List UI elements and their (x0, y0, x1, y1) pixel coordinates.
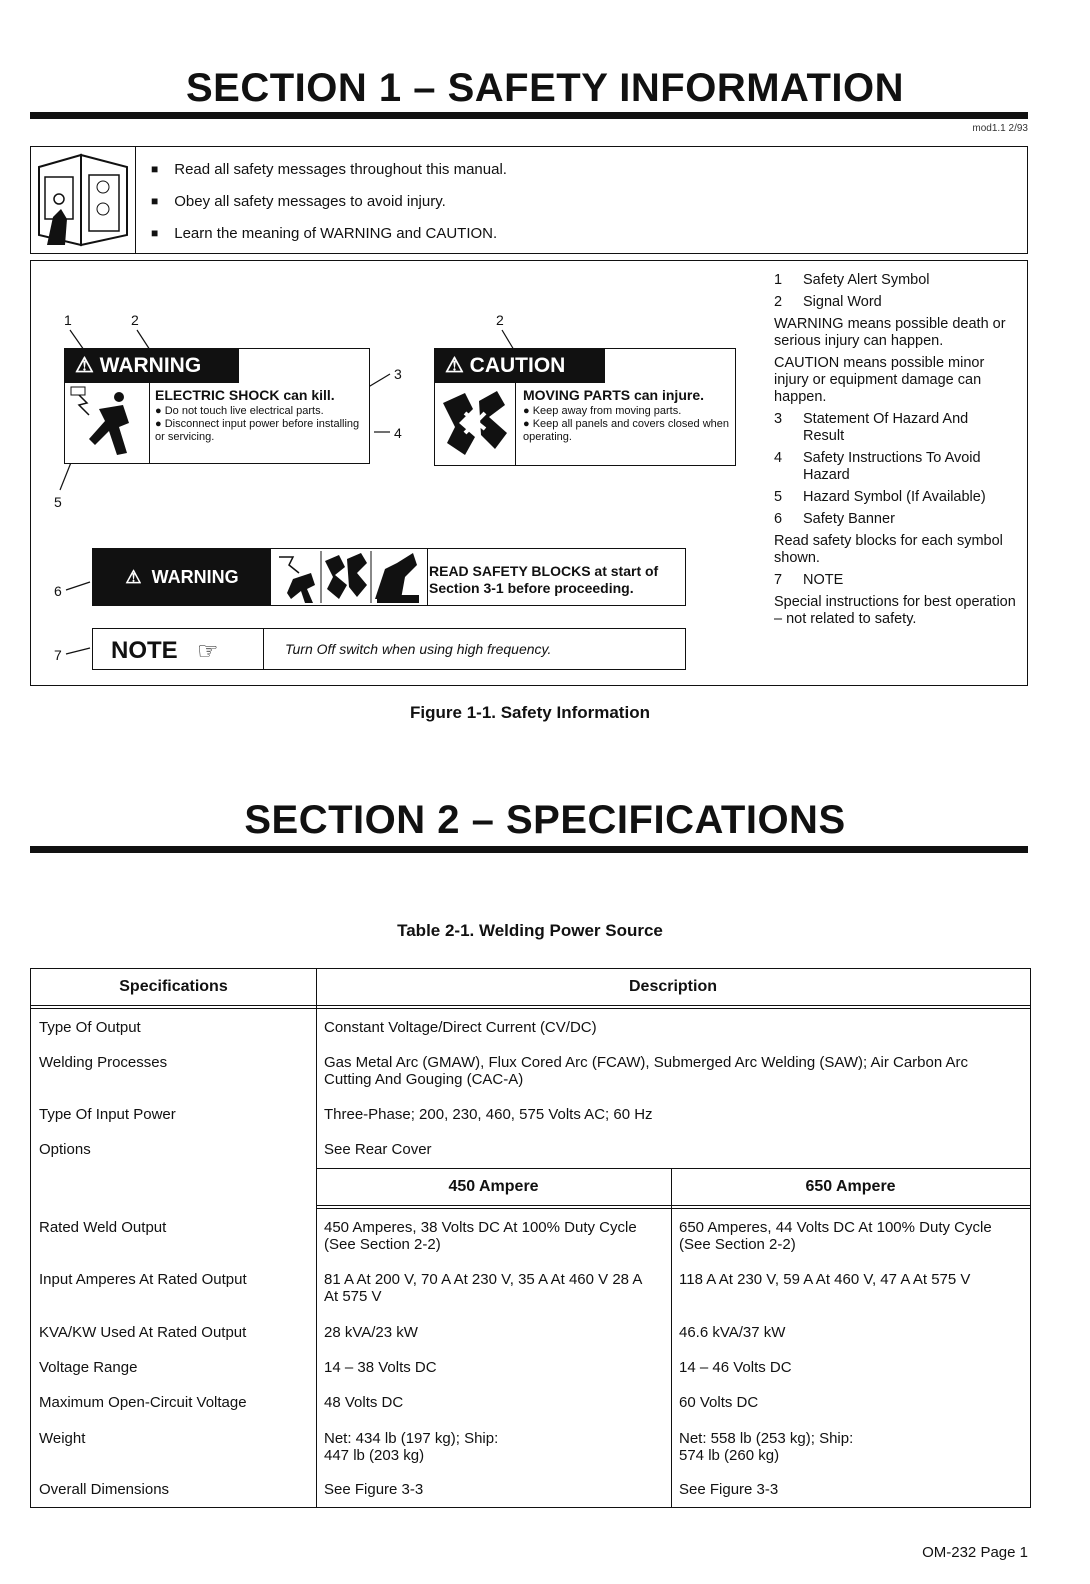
figure-caption: Figure 1-1. Safety Information (410, 703, 650, 722)
table-cell-450: 28 kVA/23 kW (324, 1324, 418, 1341)
table-cell-650: 46.6 kVA/37 kW (679, 1324, 786, 1341)
table-cell-650: 650 Amperes, 44 Volts DC At 100% Duty Cycle (See Section 2-2) (679, 1219, 992, 1253)
legend-item: 3 Statement Of Hazard And Result (774, 411, 969, 444)
callout-2b: 2 (496, 312, 504, 328)
table-row-desc: See Rear Cover (324, 1141, 432, 1158)
warning-statement: ELECTRIC SHOCK can kill. (155, 387, 335, 403)
table-row-spec: Overall Dimensions (39, 1481, 170, 1498)
callout-4: 4 (394, 425, 402, 441)
electric-shock-icon (65, 383, 150, 463)
header-650-ampere: 650 Ampere (805, 1178, 896, 1195)
table-row-spec: Weight (39, 1430, 86, 1447)
table-cell-650: See Figure 3-3 (679, 1481, 779, 1498)
revision-code: mod1.1 2/93 (972, 123, 1028, 134)
table-row-spec: Maximum Open-Circuit Voltage (39, 1394, 247, 1411)
safety-banner-warning (93, 549, 271, 605)
legend-note: WARNING means possible death or serious injury can happen. (774, 316, 1006, 349)
hazard-symbols (273, 549, 421, 605)
figure-legend (774, 272, 1022, 633)
header-description: Description (628, 978, 717, 995)
pointing-hand-icon: ☞ (197, 638, 219, 665)
caution-label (434, 348, 736, 466)
safety-banner (92, 548, 686, 606)
note-label-box (93, 629, 264, 669)
table-row-spec: Welding Processes (39, 1054, 168, 1071)
warning-banner (65, 349, 239, 383)
table-row-spec: Input Amperes At Rated Output (39, 1271, 247, 1288)
table-caption: Table 2-1. Welding Power Source (397, 921, 663, 940)
section1-title: SECTION 1 – SAFETY INFORMATION (185, 66, 905, 110)
table-row-desc: Three-Phase; 200, 230, 460, 575 Volts AC; 60 Hz (324, 1106, 653, 1123)
legend-item: 7 NOTE (774, 572, 844, 588)
caution-statement: MOVING PARTS can injure. (523, 387, 704, 403)
callout-5: 5 (54, 494, 62, 510)
legend-item: 1 Safety Alert Symbol (774, 272, 930, 288)
table-cell-650: Net: 558 lb (253 kg); Ship: 574 lb (260 kg) (679, 1430, 854, 1464)
moving-parts-icon (325, 553, 367, 599)
caution-label-text (523, 389, 733, 444)
warning-banner-text: WARNING (99, 354, 202, 377)
table-row-spec: Voltage Range (39, 1359, 138, 1376)
table-row-spec: KVA/KW Used At Rated Output (39, 1324, 247, 1341)
hot-parts-icon (375, 553, 419, 603)
table-cell-450: Net: 434 lb (197 kg); Ship: 447 lb (203 kg) (324, 1430, 499, 1464)
table-row-desc: Constant Voltage/Direct Current (CV/DC) (324, 1019, 597, 1036)
intro-item: ■ Learn the meaning of WARNING and CAUTION. (151, 223, 507, 255)
safety-alert-icon: ⚠ (445, 354, 464, 377)
section2-rule (30, 846, 1028, 853)
legend-item: 2 Signal Word (774, 294, 882, 310)
table-cell-450: 48 Volts DC (324, 1394, 404, 1411)
header-specifications: Specifications (119, 978, 228, 995)
legend-item: 5 Hazard Symbol (If Available) (774, 489, 986, 505)
callout-7: 7 (54, 647, 62, 663)
callout-1: 1 (64, 312, 72, 328)
legend-note: CAUTION means possible minor injury or equipment damage can happen. (774, 355, 985, 405)
legend-item: 4 Safety Instructions To Avoid Hazard (774, 450, 981, 483)
table-cell-450: 14 – 38 Volts DC (324, 1359, 437, 1376)
page-footer: OM-232 Page 1 (922, 1544, 1028, 1561)
warning-bullet: ● Do not touch live electrical parts. (155, 405, 324, 417)
caution-banner-text: CAUTION (469, 354, 566, 377)
warning-label (64, 348, 370, 464)
table-cell-450: 450 Amperes, 38 Volts DC At 100% Duty Cycle (See Section 2-2) (324, 1219, 637, 1253)
note-label: NOTE (111, 637, 178, 664)
warning-label-text (155, 389, 365, 444)
caution-banner (435, 349, 605, 383)
intro-item: ■ Obey all safety messages to avoid injury. (151, 191, 507, 223)
callout-6: 6 (54, 583, 62, 599)
safety-banner-text: READ SAFETY BLOCKS at start of Section 3-1 before proceeding. (429, 563, 659, 596)
table-cell-650: 118 A At 230 V, 59 A At 460 V, 47 A At 575 V (679, 1271, 971, 1288)
callout-2: 2 (131, 312, 139, 328)
safety-banner-warning-text: WARNING (151, 567, 239, 587)
table-row-spec: Type Of Output (39, 1019, 141, 1036)
table-cell-450: 81 A At 200 V, 70 A At 230 V, 35 A At 460 V 28 A At 575 V (324, 1271, 642, 1305)
table-cell-450: See Figure 3-3 (324, 1481, 424, 1498)
legend-item: 6 Safety Banner (774, 511, 895, 527)
caution-bullet: ● Keep all panels and covers closed when operating. (523, 418, 729, 443)
table-row-spec: Options (39, 1141, 91, 1158)
table-row-desc: Gas Metal Arc (GMAW), Flux Cored Arc (FCAW), Submerged Arc Welding (SAW); Air Carbon Arc Cutting And Gouging (CAC-A) (324, 1054, 969, 1088)
moving-parts-icon (435, 383, 516, 465)
table-row-spec: Type Of Input Power (39, 1106, 176, 1123)
electric-shock-icon (279, 557, 315, 603)
table-cell-650: 14 – 46 Volts DC (679, 1359, 792, 1376)
warning-bullet: ● Disconnect input power before installing or servicing. (155, 418, 360, 443)
legend-note: Special instructions for best operation – not related to safety. (774, 594, 1016, 627)
table-row-spec: Rated Weld Output (39, 1219, 167, 1236)
intro-item: ■ Read all safety messages throughout this manual. (151, 159, 507, 191)
legend-note: Read safety blocks for each symbol shown. (774, 533, 1003, 566)
section2-title: SECTION 2 – SPECIFICATIONS (244, 798, 846, 842)
callout-3: 3 (394, 366, 402, 382)
header-450-ampere: 450 Ampere (448, 1178, 539, 1195)
caution-bullet: ● Keep away from moving parts. (523, 405, 682, 417)
spec-table (30, 968, 1031, 1508)
note-text: Turn Off switch when using high frequency. (285, 641, 552, 657)
safety-alert-icon: ⚠ (75, 354, 94, 377)
table-cell-650: 60 Volts DC (679, 1394, 759, 1411)
note-block (92, 628, 686, 670)
safety-alert-icon: ⚠ (125, 567, 142, 587)
